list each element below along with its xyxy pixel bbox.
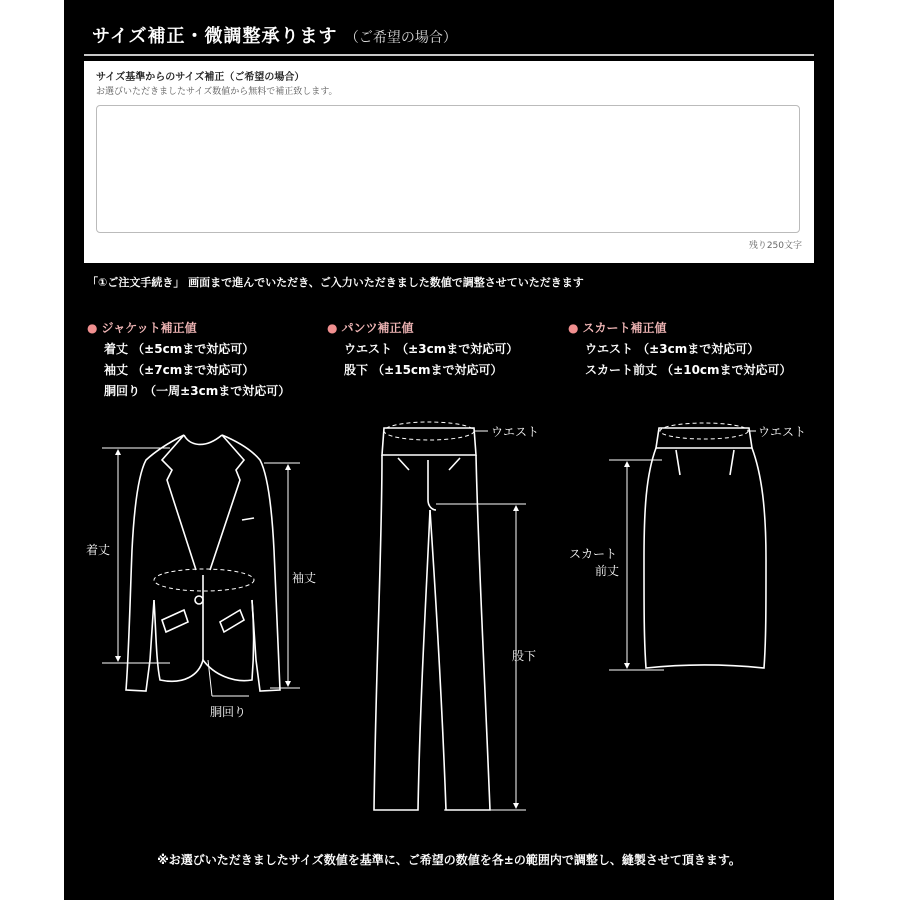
pants-spec-line: 股下 （±15cmまで対応可） — [344, 363, 503, 377]
adjustment-textarea[interactable] — [96, 105, 800, 233]
jacket-spec-line: 袖丈 （±7cmまで対応可） — [104, 363, 255, 377]
skirt-front-label: スカート — [569, 547, 618, 561]
title-subtitle: （ご希望の場合） — [344, 30, 457, 46]
order-note: 「①ご注文手続き」 画面まで進んでいただき、ご入力いただきました数値で調整させていただきます — [87, 276, 584, 289]
form-label: サイズ基準からのサイズ補正（ご希望の場合） — [96, 72, 305, 83]
bullet-icon: ● — [568, 321, 579, 335]
pants-waist-label: ウエスト — [491, 425, 540, 439]
bullet-icon: ● — [327, 321, 338, 335]
section-header — [84, 14, 814, 56]
adjustment-form — [84, 61, 814, 263]
char-counter: 残り250文字 — [748, 241, 802, 251]
pants-spec-title: パンツ補正値 — [341, 321, 414, 335]
sleeve-length-label: 袖丈 — [292, 571, 317, 585]
jacket-spec-line: 胴回り （一周±3cmまで対応可） — [104, 384, 291, 398]
skirt-front-label: 前丈 — [595, 564, 620, 578]
jacket-spec-title: ジャケット補正値 — [101, 321, 197, 335]
form-hint: お選びいただきましたサイズ数値から無料で補正致します。 — [96, 87, 338, 97]
girth-label: 胴回り — [210, 705, 247, 719]
bullet-icon: ● — [87, 321, 98, 335]
jacket-spec — [87, 318, 290, 402]
section-title — [92, 22, 457, 48]
jacket-spec-line: 着丈 （±5cmまで対応可） — [104, 342, 255, 356]
jacket-illustration — [126, 435, 280, 691]
pants-spec-line: ウエスト （±3cmまで対応可） — [344, 342, 519, 356]
title-text: サイズ補正・微調整承ります — [92, 26, 338, 47]
bottom-note: ※お選びいただきましたサイズ数値を基準に、ご希望の数値を各±の範囲内で調整し、縫製させて頂きます。 — [157, 853, 741, 867]
skirt-spec-line: スカート前丈 （±10cmまで対応可） — [585, 363, 792, 377]
skirt-waist-label: ウエスト — [758, 425, 807, 439]
skirt-illustration — [644, 428, 766, 668]
skirt-spec-title: スカート補正値 — [582, 321, 667, 335]
size-adjustment-panel — [64, 0, 834, 900]
pants-spec — [327, 318, 518, 381]
skirt-spec — [568, 318, 792, 381]
pants-illustration — [374, 428, 490, 810]
garment-diagrams — [64, 400, 834, 840]
skirt-spec-line: ウエスト （±3cmまで対応可） — [585, 342, 760, 356]
jacket-length-label: 着丈 — [86, 543, 111, 557]
inseam-label: 股下 — [512, 649, 537, 663]
